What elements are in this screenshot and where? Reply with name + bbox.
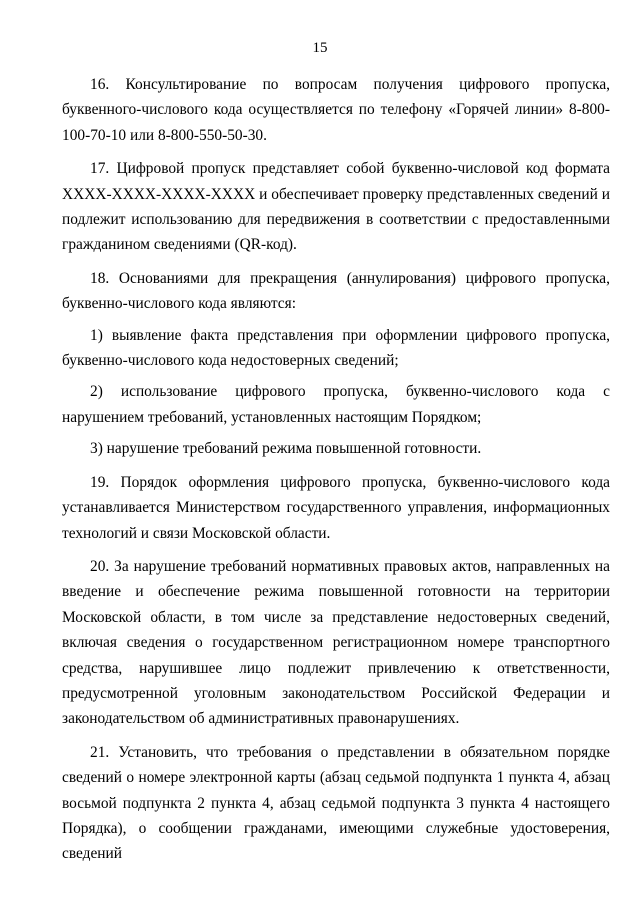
- page-number: 15: [312, 40, 328, 56]
- list-item-1: 1) выявление факта представления при оформлении цифрового пропуска, буквенно-числового кода недостоверных сведений;: [62, 326, 610, 370]
- paragraph-21-requirements: 21. Установить, что требования о представлении в обязательном порядке сведений о номере электронной карты (абзац седьмой подпункта 1 пункта 4, абзац восьмой подпункта 2 пункта 4, абзац седьмой подпункта 3 пункта 4 настоящего Порядка), о сообщении гражданами, имеющими служебные удостоверения, сведений: [62, 743, 610, 863]
- paragraph-19-procedure: 19. Порядок оформления цифрового пропуска, буквенно-числового кода устанавливается Министерством государственного управления, информационных технологий и связи Московской области.: [62, 473, 610, 542]
- paragraph-16-hotline: 16. Консультирование по вопросам получения цифрового пропуска, буквенного-числового кода осуществляется по телефону «Горячей линии» 8-800-100-70-10 или 8-800-550-50-30.: [62, 76, 610, 144]
- paragraph-17-digital-pass: 17. Цифровой пропуск представляет собой буквенно-числовой код формата XXXX-XXXX-XXXX-XXXX и обеспечивает проверку представленных сведений и подлежит использованию для передвижения в соответствии с предоставленными гражданином сведениями (QR-код).: [62, 160, 610, 254]
- list-item-3: 3) нарушение требований режима повышенной готовности.: [90, 440, 482, 458]
- document-body: [62, 72, 610, 875]
- list-item-2: 2) использование цифрового пропуска, буквенно-числового кода с нарушением требований, установленных настоящим Порядком;: [62, 383, 610, 426]
- paragraph-20-liability: 20. За нарушение требований нормативных правовых актов, направленных на введение и обеспечение режима повышенной готовности на территории Московской области, в том числе за представление недостоверных сведений, включая сведения о государственном регистрационном номере транспортного средства, нарушившее лицо подлежит привлечению к ответственности, предусмотренной уголовным законодательством Российской Федерации и законодательством об административных правонарушениях.: [62, 557, 610, 728]
- paragraph-18-grounds: 18. Основаниями для прекращения (аннулирования) цифрового пропуска, буквенно-числового кода являются:: [62, 269, 610, 313]
